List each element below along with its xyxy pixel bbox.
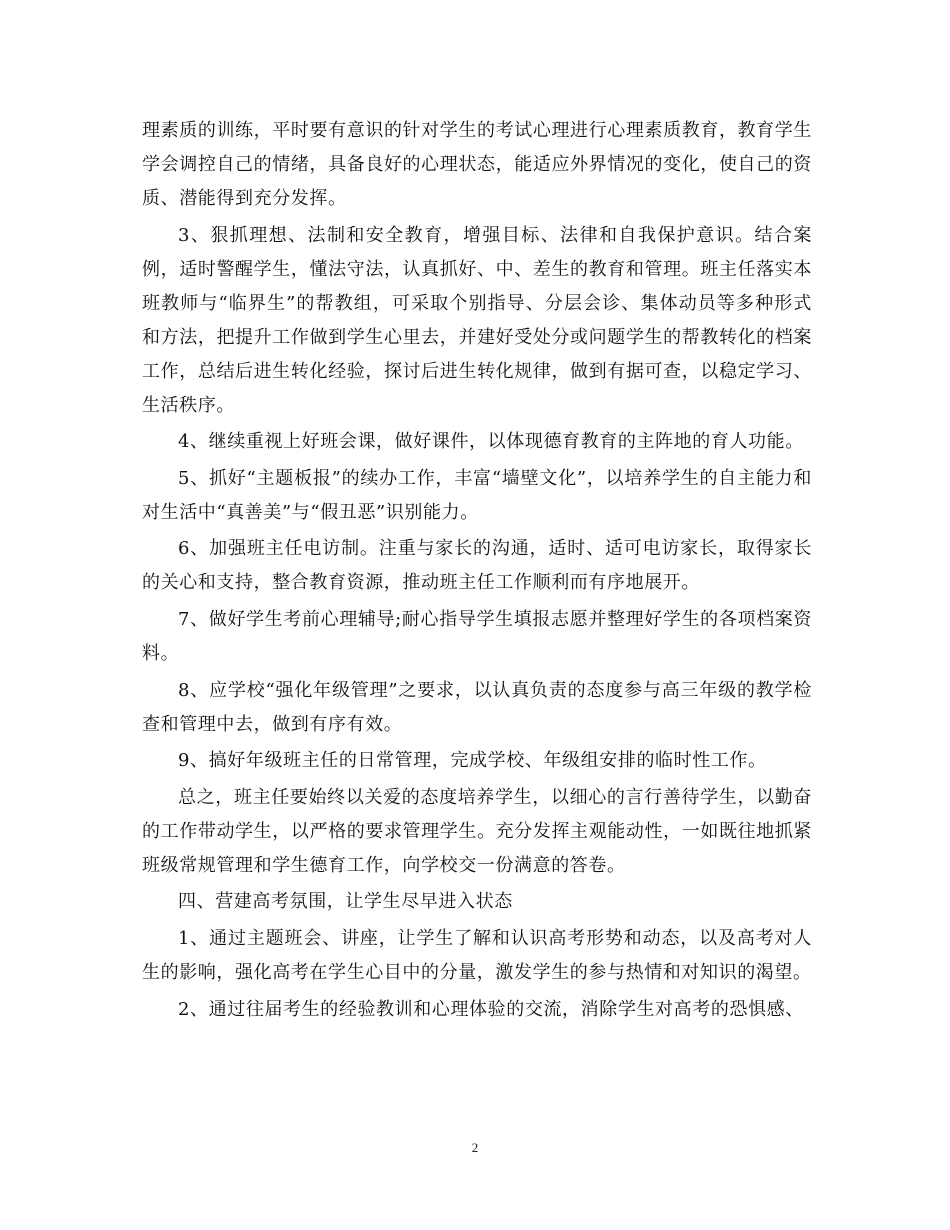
document-body	[142, 114, 812, 1029]
page-number: 2	[471, 1140, 479, 1155]
paragraph-continuation: 理素质的训练，平时要有意识的针对学生的考试心理进行心理素质教育，教育学生学会调控自己的情绪，具备良好的心理状态，能适应外界情况的变化，使自己的资质、潜能得到充分发挥。	[142, 120, 812, 209]
paragraph-item-4: 4、继续重视上好班会课，做好课件，以体现德育教育的主阵地的育人功能。	[178, 431, 804, 453]
paragraph-item-9: 9、搞好年级班主任的日常管理，完成学校、年级组安排的临时性工作。	[178, 750, 767, 772]
paragraph-item-6: 6、加强班主任电访制。注重与家长的沟通，适时、适可电访家长，取得家长的关心和支持，整合教育资源，推动班主任工作顺利而有序地展开。	[142, 538, 812, 594]
section-heading-4: 四、营建高考氛围，让学生尽早进入状态	[178, 891, 513, 913]
paragraph-section4-item-2: 2、通过往届考生的经验教训和心理体验的交流，消除学生对高考的恐惧感、	[178, 998, 804, 1020]
paragraph-item-8: 8、应学校“强化年级管理”之要求，以认真负责的态度参与高三年级的教学检查和管理中去，做到有序有效。	[142, 679, 812, 735]
paragraph-item-7: 7、做好学生考前心理辅导;耐心指导学生填报志愿并整理好学生的各项档案资料。	[142, 608, 812, 664]
paragraph-item-5: 5、抓好“主题板报”的续办工作，丰富“墙壁文化”，以培养学生的自主能力和对生活中“真善美”与“假丑恶”识别能力。	[142, 467, 812, 523]
paragraph-section4-item-1: 1、通过主题班会、讲座，让学生了解和认识高考形势和动态，以及高考对人生的影响，强化高考在学生心目中的分量，激发学生的参与热情和对知识的渴望。	[142, 927, 812, 983]
paragraph-item-3: 3、狠抓理想、法制和安全教育，增强目标、法律和自我保护意识。结合案例，适时警醒学生，懂法守法，认真抓好、中、差生的教育和管理。班主任落实本班教师与“临界生”的帮教组，可采取个别指导、分层会诊、集体动员等多种形式和方法，把提升工作做到学生心里去，并建好受处分或问题学生的帮教转化的档案工作，总结后进生转化经验，探讨后进生转化规律，做到有据可查，以稳定学习、生活秩序。	[142, 224, 812, 416]
paragraph-summary: 总之，班主任要始终以关爱的态度培养学生，以细心的言行善待学生，以勤奋的工作带动学生，以严格的要求管理学生。充分发挥主观能动性，一如既往地抓紧班级常规管理和学生德育工作，向学校交一份满意的答卷。	[142, 786, 812, 876]
